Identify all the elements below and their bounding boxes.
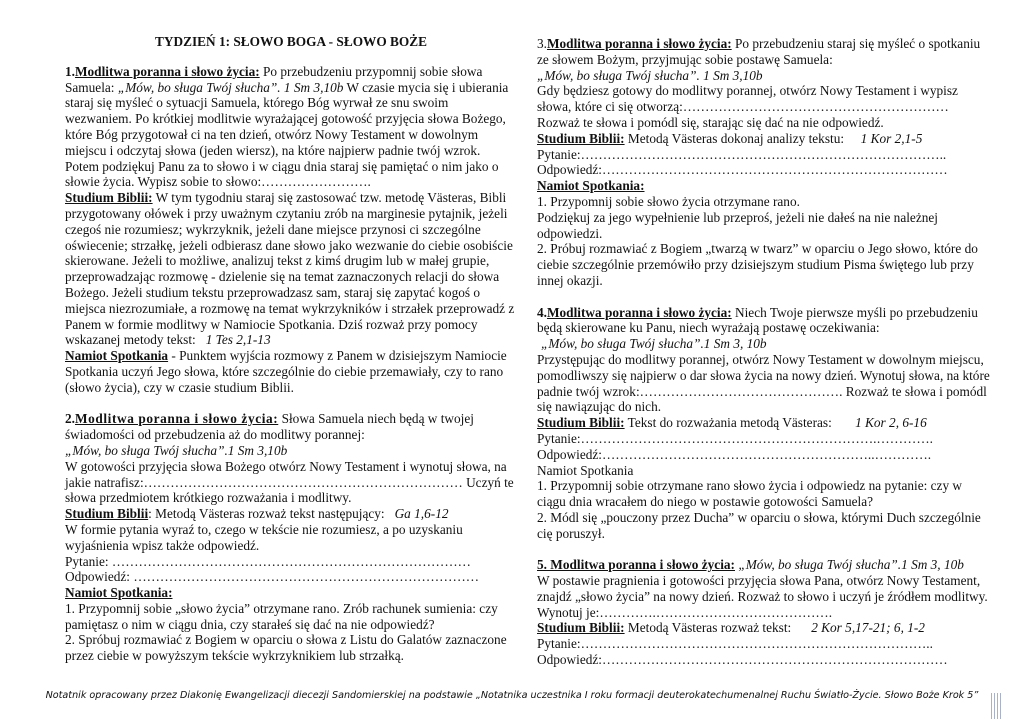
section-text: Przystępując do modlitwy porannej, otwórz Nowy Testament w dowolnym miejscu, pomodliwszy się najpierw o dar słowa życia na nowy dzień. Wynotuj słowa, na które padnie twój wzrok:………………………………………. Rozważ te słowa i pomódl się nawiązując do nich. — [537, 351, 990, 415]
study-text: : Metodą Västeras rozważ tekst następujący: — [148, 506, 385, 522]
page-title: TYDZIEŃ 1: SŁOWO BOGA - SŁOWO BOŻE — [155, 34, 427, 49]
section-number: 2. — [65, 411, 75, 427]
study-heading: Studium Biblii: — [537, 415, 625, 431]
meeting-heading: Namiot Spotkania — [65, 348, 169, 364]
study-reference: 1 Kor 2,1-5 — [860, 130, 923, 146]
meeting-point-2: 2. Próbuj rozmawiać z Bogiem „twarzą w twarz” w oparciu o Jego słowo, które do ciebie szczególnie przemówiło przy dzisiejszym studium Pisma świętego lub przy innej okazji. — [537, 241, 978, 288]
study-reference: Ga 1,6-12 — [394, 506, 449, 522]
section-intro: Słowa Samuela niech będą w twojej świadomości od przebudzenia aż do modlitwy porannej: — [65, 411, 474, 443]
section-intro: Po przebudzeniu staraj się myśleć o spotkaniu ze słowem Bożym, przyjmując sobie postawę Samuela: — [537, 36, 981, 67]
study-heading: Studium Biblii: — [537, 130, 625, 146]
samuel-quote: „Mów, bo sługa Twój słucha”.1 Sm 3, 10b — [541, 336, 767, 352]
section-1-morning — [65, 64, 517, 396]
meeting-text: - Punktem wyjścia rozmowy z Panem w dzisiejszym Namiocie Spotkania uczyń Jego słowa, które szczególnie do ciebie przemawiały, czy to rano (słowo życia), czy w czasie studium Biblii. — [65, 348, 507, 395]
study-heading: Studium Biblii: — [65, 190, 153, 206]
question-line: Pytanie: ……………………………………………………………………… — [65, 553, 471, 569]
study-reference: 2 Kor 5,17-21; 6, 1-2 — [811, 620, 925, 636]
samuel-quote: „Mów, bo sługa Twój słucha”.1 Sm 3, 10b — [735, 557, 964, 573]
section-2-morning — [65, 411, 517, 664]
samuel-quote: „Mów, bo sługa Twój słucha”. 1 Sm 3,10b — [117, 79, 344, 95]
section-5-morning — [537, 557, 992, 668]
answer-line: Odpowiedź:…………………………………………………………………… — [537, 162, 948, 178]
section-intro: Po przebudzeniu przypomnij sobie słowa Samuela: — [65, 63, 483, 95]
section-heading: Modlitwa poranna i słowo życia: — [74, 63, 260, 79]
section-3-morning — [537, 36, 992, 289]
samuel-quote: „Mów, bo sługa Twój słucha”.1 Sm 3,10b — [65, 442, 288, 458]
meeting-point-2: 2. Módl się „pouczony przez Ducha” w oparciu o słowa, którymi Duch szczególnie cię poruszył. — [537, 509, 981, 541]
meeting-point-1b: Podziękuj za jego wypełnienie lub przeproś, jeżeli nie dałeś na nie należnej odpowiedzi. — [537, 209, 938, 241]
section-intro: Niech Twoje pierwsze myśli po przebudzeniu będą skierowane ku Panu, niech wyrażają postawę oczekiwania: — [537, 304, 978, 336]
question-line: Pytanie:………………………………………………………….…………. — [537, 430, 933, 446]
meeting-point-1: 1. Przypomnij sobie słowo życia otrzymane rano. — [537, 193, 800, 209]
section-number: 1. — [65, 63, 75, 79]
right-column — [537, 36, 992, 668]
meeting-heading: Namiot Spotkania: — [537, 178, 645, 194]
study-reference: 1 Tes 2,1-13 — [205, 332, 271, 348]
section-heading: Modlitwa poranna i słowo życia: — [546, 36, 732, 51]
question-line: Pytanie:……………………………………………………………………….. — [537, 146, 947, 162]
section-heading: Modlitwa poranna i słowo życia: — [546, 304, 732, 320]
section-text: Gdy będziesz gotowy do modlitwy porannej, otwórz Nowy Testament i wypisz słowa, które ci się otworzą:…………………………………………………… Rozważ te słowa i pomódl się, starając się dać na nie odpowiedź. — [537, 83, 958, 130]
question-line: Pytanie:…………………………………………………………………….. — [537, 636, 933, 652]
margin-rule — [994, 693, 995, 719]
meeting-point-1: 1. Przypomnij sobie otrzymane rano słowo życia i odpowiedz na pytanie: czy w ciągu dnia wracałem do niego w postawie gotowości Samuela? — [537, 478, 963, 510]
study-reference: 1 Kor 2, 6-16 — [855, 415, 927, 431]
answer-line: Odpowiedź:……………………………………………………..…………. — [537, 446, 932, 462]
study-text: Metodą Västeras dokonaj analizy tekstu: — [624, 130, 845, 146]
meeting-point-2: 2. Spróbuj rozmawiać z Bogiem w oparciu o słowa z Listu do Galatów zaznaczone przez ciebie w powyższym tekście wykrzyknikiem lub strzałką. — [65, 632, 507, 664]
section-number: 4. — [537, 304, 547, 320]
study-heading: Studium Biblii: — [537, 620, 625, 636]
section-text: W gotowości przyjęcia słowa Bożego otwórz Nowy Testament i wynotuj słowa, na jakie natrafisz:……………………………………………………………… Uczyń te słowa przedmiotem krótkiego rozważania i modlitwy. — [65, 458, 514, 506]
section-text: W postawie pragnienia i gotowości przyjęcia słowa Pana, otwórz Nowy Testament, znajdź „słowo życia” na nowy dzień. Rozważ to słowo i uczyń je źródłem modlitwy. Wynotuj je:………….…………………………………. — [537, 573, 988, 620]
section-4-morning — [537, 305, 992, 542]
answer-line: Odpowiedź: …………………………………………………………………… — [65, 569, 480, 585]
margin-rule — [1000, 693, 1001, 719]
footer-note: Notatnik opracowany przez Diakonię Ewangelizacji diecezji Sandomierskiej na podstawie „Notatnika uczestnika I roku formacji deuterokatechumenalnej Ruchu Światło-Życie. Słowo Boże Krok 5” — [45, 690, 979, 701]
left-column — [65, 34, 517, 664]
study-text: Tekst do rozważania metodą Västeras: — [624, 415, 832, 431]
study-heading: Studium Biblii — [65, 506, 149, 522]
meeting-point-1: 1. Przypomnij sobie „słowo życia” otrzymane rano. Zrób rachunek sumienia: czy pamiętasz o nim w ciągu dnia, czy starałeś się dać na nie odpowiedź? — [65, 600, 498, 632]
margin-rule — [991, 693, 992, 719]
samuel-quote: „Mów, bo sługa Twój słucha”. 1 Sm 3,10b — [537, 67, 763, 83]
section-number: 3. — [537, 36, 547, 51]
study-text: Metodą Västeras rozważ tekst: — [624, 620, 792, 636]
study-instructions: W formie pytania wyraź to, czego w tekście nie rozumiesz, a po uzyskaniu wyjaśnienia wpisz także odpowiedź. — [65, 521, 463, 553]
study-text: W tym tygodniu staraj się zastosować tzw. metodę Västeras, Bibli przygotowany ołówek i przy uważnym czytaniu zrób na marginesie pytajnik, jeżeli czegoś nie rozumiesz; wykrzyknik, jeżeli dane miejsce przynosi ci szczególne oświecenie; strzałkę, jeżeli odbierasz dane słowo jako wezwanie do ciebie osobiście skierowane. Jeżeli to możliwe, analizuj tekst z kimś drugim lub w małej grupie, przeprowadzając rozmowę - dzielenie się na temat zaznaczonych relacji do słowa Bożego. Jeżeli studium tekstu przeprowadzasz sam, staraj się zapytać kogoś o miejsca niezrozumiałe, a rozmowę na temat wykrzykników i strzałek przeprowadź z Panem w formie modlitwy w Namiocie Spotkania. Dziś rozważ przy pomocy wskazanej metody tekst: — [65, 190, 515, 348]
section-text: W czasie mycia się i ubierania staraj się myśleć o sytuacji Samuela, którego Bóg wyrwał ze snu swoim wezwaniem. Po krótkiej modlitwie wyrażającej gotowość przyjęcia słowa Bożego, które Bóg przygotował ci na ten dzień, otwórz Nowy Testament w dowolnym miejscu i odczytaj słowa (jeden wiersz), na które najpierw padnie twój wzrok. Potem podziękuj Panu za to słowo i w ciągu dnia staraj się pamiętać o nim jako o słowie życia. Wypisz sobie to słowo:……………………. — [65, 79, 509, 190]
section-number: 5. — [537, 557, 547, 573]
meeting-heading: Namiot Spotkania: — [65, 585, 173, 601]
answer-line: Odpowiedź:…………………………………………………………………… — [537, 652, 948, 668]
section-heading: Modlitwa poranna i słowo życia: — [546, 557, 735, 573]
margin-rule — [997, 693, 998, 719]
meeting-heading: Namiot Spotkania — [537, 462, 634, 478]
section-heading: Modlitwa poranna i słowo życia: — [74, 411, 279, 427]
